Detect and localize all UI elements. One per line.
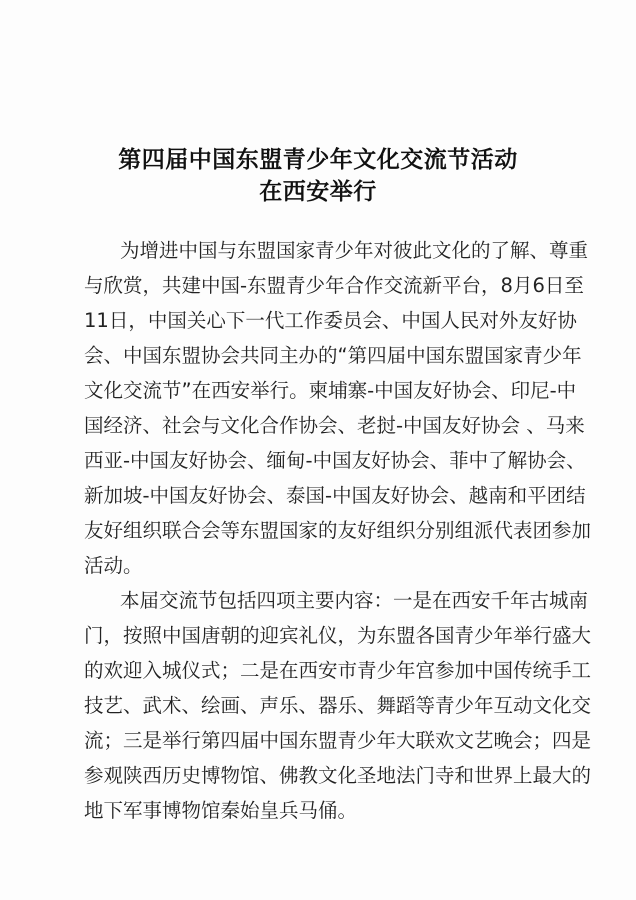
paragraph-line: 新加坡-中国友好协会、泰国-中国友好协会、越南和平团结 [84,484,586,507]
paragraph-line: 国经济、社会与文化合作协会、老挝-中国友好协会 、马来 [84,414,585,437]
paragraph-line: 的欢迎入城仪式；二是在西安市青少年宫参加中国传统手工 [84,659,592,682]
paragraph-line: 技艺、武术、绘画、声乐、器乐、舞蹈等青少年互动文化交 [84,694,592,717]
document-title-line-2: 在西安举行 [259,178,377,205]
paragraph-line: 门，按照中国唐朝的迎宾礼仪，为东盟各国青少年举行盛大 [84,624,592,647]
document-title-line-1: 第四届中国东盟青少年文化交流节活动 [118,146,518,173]
paragraph-line: 会、中国东盟协会共同主办的“第四届中国东盟国家青少年 [84,344,582,367]
paragraph-line: 与欣赏，共建中国-东盟青少年合作交流新平台，8月6日至 [84,274,584,297]
paragraph-line: 参观陕西历史博物馆、佛教文化圣地法门寺和世界上最大的 [84,764,592,787]
paragraph-line: 西亚-中国友好协会、缅甸-中国友好协会、菲中了解协会、 [84,449,586,472]
paragraph-line: 流；三是举行第四届中国东盟青少年大联欢文艺晚会；四是 [84,729,592,752]
paragraph-line: 友好组织联合会等东盟国家的友好组织分别组派代表团参加 [84,519,592,542]
paragraph-line: 地下军事博物馆秦始皇兵马俑。 [84,799,358,822]
paragraph-line: 为增进中国与东盟国家青少年对彼此文化的了解、尊重 [120,239,589,262]
paragraph-line: 11日，中国关心下一代工作委员会、中国人民对外友好协 [84,309,577,332]
paragraph-line: 活动。 [84,554,143,577]
paragraph-line: 本届交流节包括四项主要内容：一是在西安千年古城南 [120,589,589,612]
paragraph-line: 文化交流节”在西安举行。柬埔寨-中国友好协会、印尼-中 [84,379,577,402]
